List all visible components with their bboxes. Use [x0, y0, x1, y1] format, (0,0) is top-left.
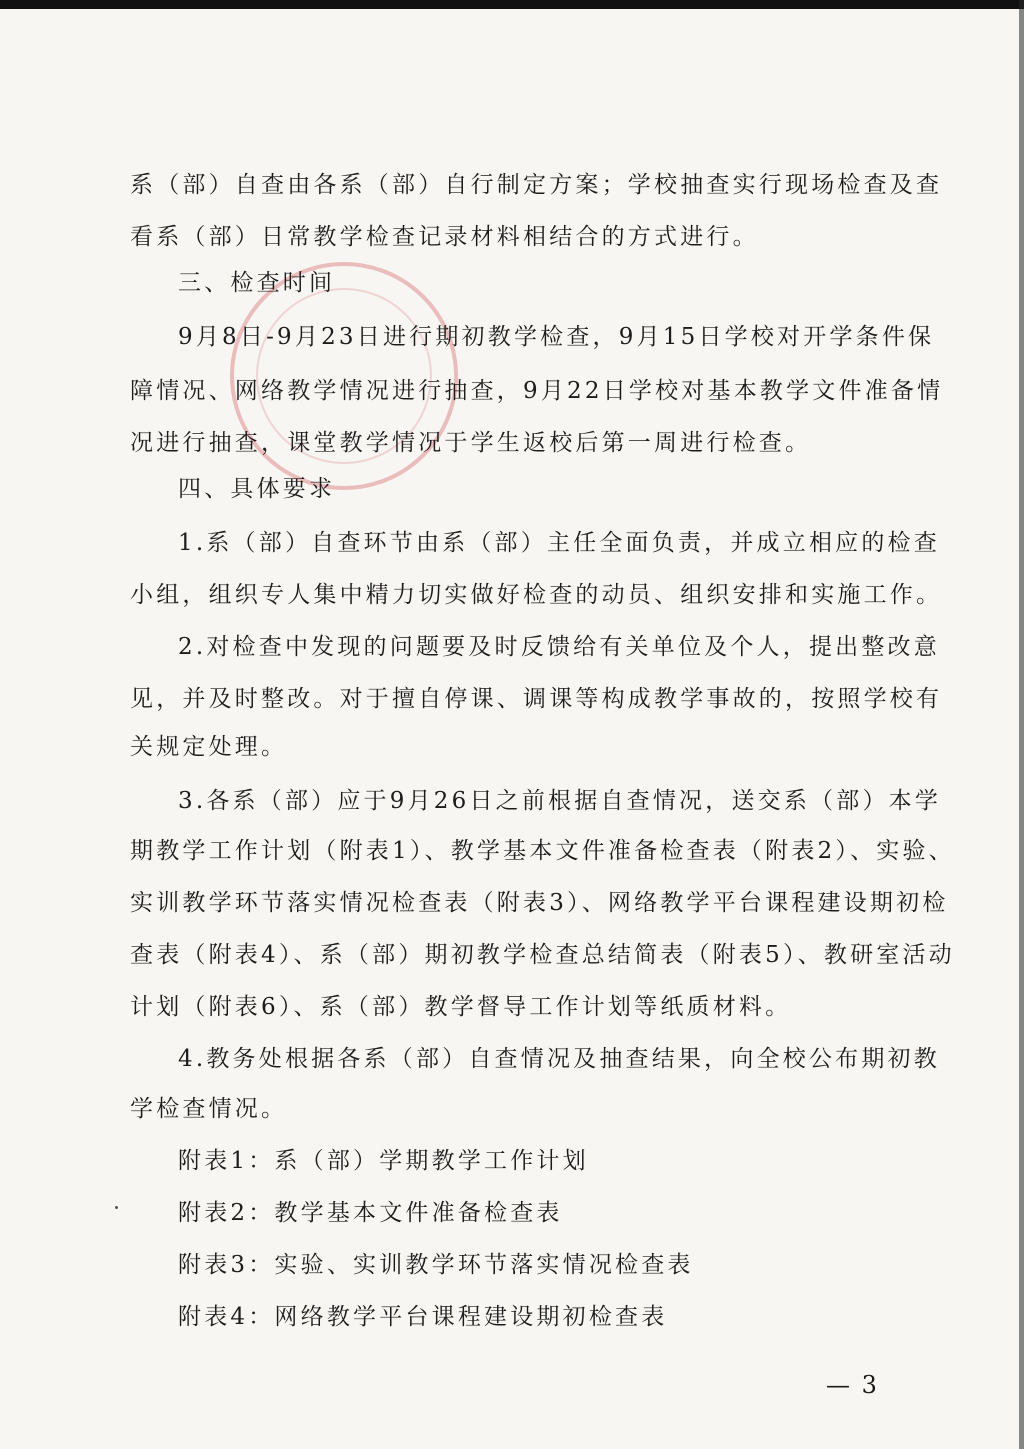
page-number: — 3 — [826, 1371, 879, 1399]
attachment-item: 附表4：网络教学平台课程建设期初检查表 — [178, 1304, 668, 1330]
body-line: 见，并及时整改。对于擅自停课、调课等构成教学事故的，按照学校有 — [130, 686, 943, 712]
body-line: 关规定处理。 — [130, 734, 288, 760]
body-line: 1.系（部）自查环节由系（部）主任全面负责，并成立相应的检查 — [178, 530, 940, 556]
body-line: 看系（部）日常教学检查记录材料相结合的方式进行。 — [130, 224, 759, 250]
body-line: 系（部）自查由各系（部）自行制定方案；学校抽查实行现场检查及查 — [130, 172, 943, 198]
body-line: 况进行抽查，课堂教学情况于学生返校后第一周进行检查。 — [130, 430, 812, 456]
section-heading: 三、检查时间 — [178, 270, 336, 296]
attachment-item: 附表2：教学基本文件准备检查表 — [178, 1200, 563, 1226]
scan-speck — [115, 1206, 118, 1209]
body-line: 9月8日-9月23日进行期初教学检查，9月15日学校对开学条件保 — [178, 324, 935, 350]
section-heading: 四、具体要求 — [178, 476, 336, 502]
attachment-item: 附表3：实验、实训教学环节落实情况检查表 — [178, 1252, 694, 1278]
body-line: 实训教学环节落实情况检查表（附表3）、网络教学平台课程建设期初检 — [130, 890, 949, 916]
body-line: 4.教务处根据各系（部）自查情况及抽查结果，向全校公布期初教 — [178, 1046, 940, 1072]
body-line: 2.对检查中发现的问题要及时反馈给有关单位及个人，提出整改意 — [178, 634, 940, 660]
body-line: 查表（附表4）、系（部）期初教学检查总结简表（附表5）、教研室活动 — [130, 942, 955, 968]
body-line: 3.各系（部）应于9月26日之前根据自查情况，送交系（部）本学 — [178, 788, 942, 814]
body-line: 小组，组织专人集中精力切实做好检查的动员、组织安排和实施工作。 — [130, 582, 943, 608]
attachment-item: 附表1：系（部）学期教学工作计划 — [178, 1148, 589, 1174]
body-line: 期教学工作计划（附表1）、教学基本文件准备检查表（附表2）、实验、 — [130, 838, 955, 864]
body-line: 计划（附表6）、系（部）教学督导工作计划等纸质材料。 — [130, 994, 792, 1020]
body-line: 学检查情况。 — [130, 1096, 288, 1122]
body-line: 障情况、网络教学情况进行抽查，9月22日学校对基本教学文件准备情 — [130, 378, 944, 404]
